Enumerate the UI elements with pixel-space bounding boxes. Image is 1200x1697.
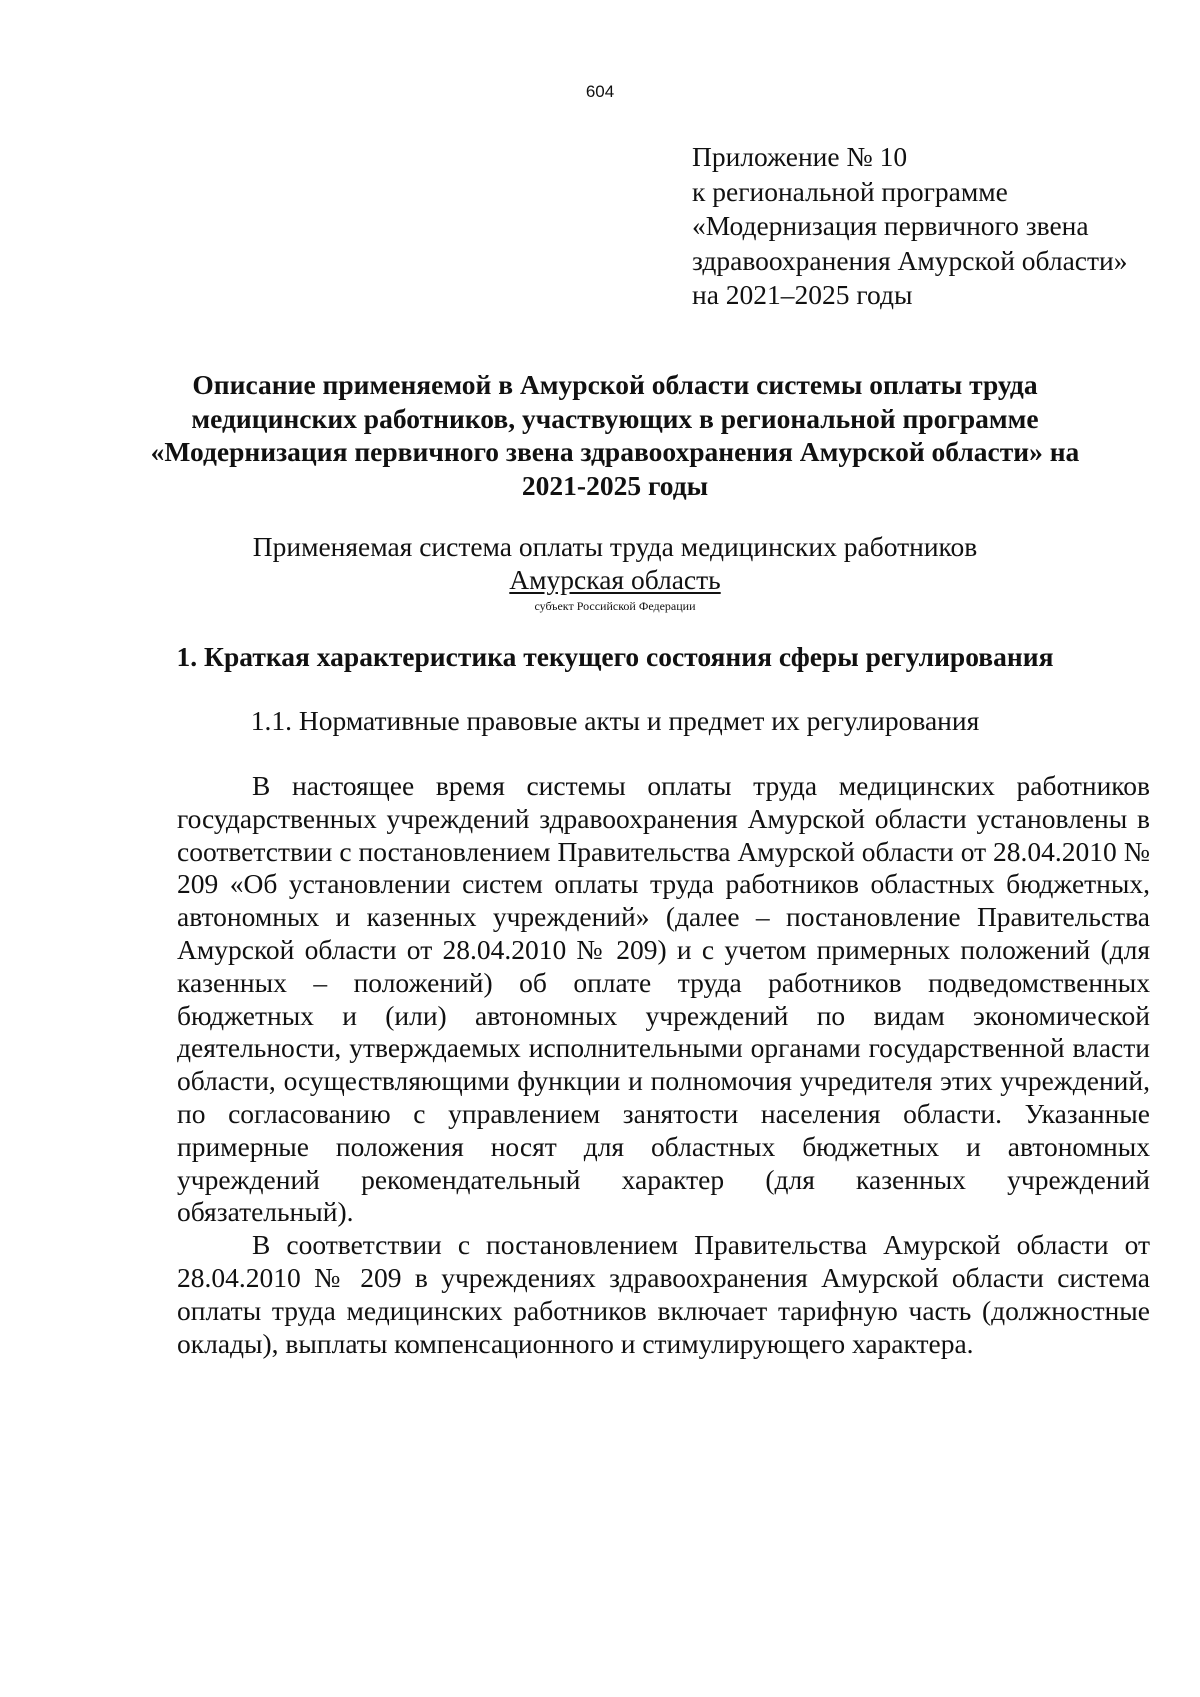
appendix-line: здравоохранения Амурской области»	[692, 244, 1128, 276]
title-line: Описание применяемой в Амурской области системы оплаты труда	[192, 369, 1038, 400]
appendix-note	[692, 140, 1172, 313]
subject-value: Амурская область	[509, 564, 721, 595]
body-text	[177, 770, 1150, 1360]
paragraph: В соответствии с постановлением Правительства Амурской области от 28.04.2010 № 209 в учреждениях здравоохранения Амурской области система оплаты труда медицинских работников включает тарифную часть (должностные оклады), выплаты компенсационного и стимулирующего характера.	[177, 1229, 1150, 1359]
subsection-heading: 1.1. Нормативные правовые акты и предмет их регулирования	[250, 705, 980, 736]
system-caption: Применяемая система оплаты труда медицинских работников	[252, 531, 978, 562]
page-number: 604	[585, 82, 615, 101]
appendix-line: на 2021–2025 годы	[692, 279, 913, 310]
title-line: 2021-2025 годы	[521, 469, 709, 501]
subject-name	[0, 565, 1200, 595]
title-line: «Модернизация первичного звена здравоохранения Амурской области» на	[150, 436, 1080, 467]
title-line: медицинских работников, участвующих в региональной программе	[191, 402, 1039, 434]
paragraph: В настоящее время системы оплаты труда медицинских работников государственных учреждений здравоохранения Амурской области установлены в соответствии с постановлением Правительства Амурской области от 28.04.2010 № 209 «Об установлении систем оплаты труда работников областных бюджетных, автономных и казенных учреждений» (далее – постановление Правительства Амурской области от 28.04.2010 № 209) и с учетом примерных положений (для казенных – положений) об оплате труда работников подведомственных бюджетных и (или) автономных учреждений по видам экономической деятельности, утверждаемых исполнительными органами государственной власти области, осуществляющими функции и полномочия учредителя этих учреждений, по согласованию с управлением занятости населения области. Указанные примерные положения носят для областных бюджетных и автономных учреждений рекомендательный характер (для казенных учреждений обязательный).	[177, 770, 1150, 1228]
subject-caption: субъект Российской Федерации	[534, 599, 696, 613]
document-title	[150, 368, 1080, 502]
appendix-line: Приложение № 10	[692, 141, 908, 172]
appendix-line: «Модернизация первичного звена	[692, 210, 1089, 241]
section-heading: 1. Краткая характеристика текущего состояния сферы регулирования	[176, 641, 1054, 672]
appendix-line: к региональной программе	[692, 175, 1008, 207]
